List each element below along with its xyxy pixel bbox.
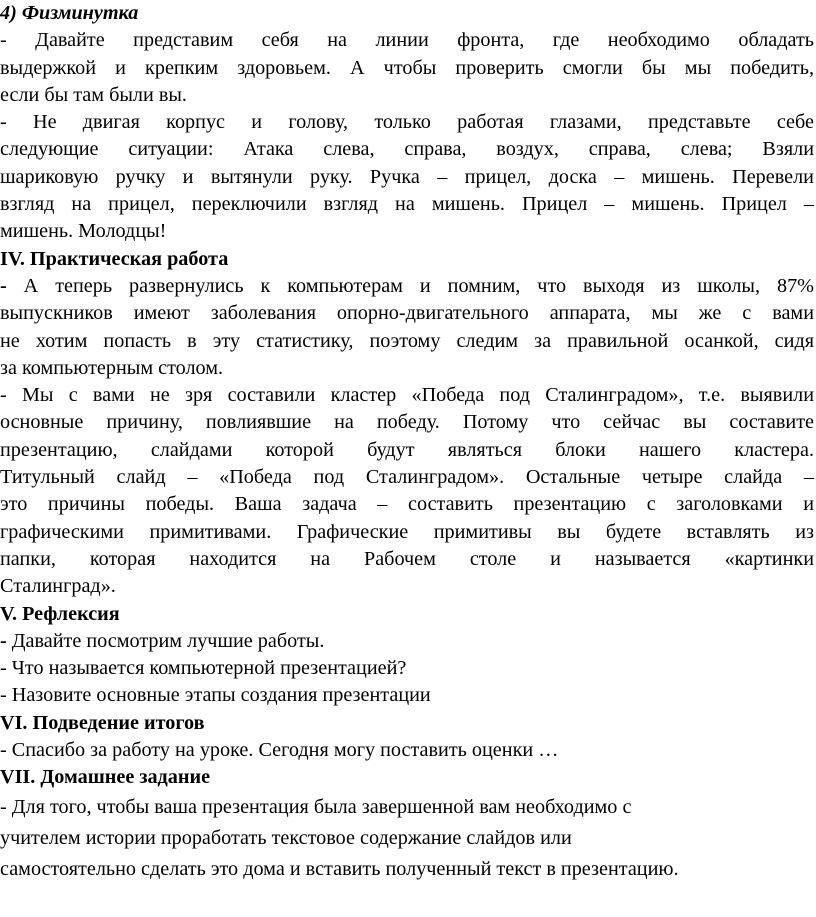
paragraph-line xyxy=(0,628,814,655)
section-title-reflection: V. Рефлексия xyxy=(0,602,120,625)
paragraph-line: папки, которая находится на Рабочем столе и называется «картинки xyxy=(0,547,814,570)
paragraph-line: следующие ситуации: Атака слева, справа, воздух, справа, слева; Взяли xyxy=(0,138,814,161)
paragraph-line: взгляд на прицел, переключили взгляд на мишень. Прицел – мишень. Прицел – xyxy=(0,193,814,216)
paragraph-text: А теперь развернулись к компьютерам и помним, что выходя из школы, 87% xyxy=(6,274,814,297)
section-title-summary: VI. Подведение итогов xyxy=(0,711,205,734)
paragraph-line: презентацию, слайдами которой будут являться блоки нашего кластера. xyxy=(0,438,814,461)
paragraph-line: мишень. Молодцы! xyxy=(0,220,167,243)
paragraph-line: самостоятельно сделать это дома и вставить полученный текст в презентацию. xyxy=(0,857,679,880)
paragraph-line: за компьютерным столом. xyxy=(0,356,224,379)
paragraph-line: - Мы с вами не зря составили кластер «Победа под Сталинградом», т.е. выявили xyxy=(0,384,814,407)
dash-marker: - xyxy=(0,629,7,652)
paragraph-line: выдержкой и крепким здоровьем. А чтобы проверить смогли бы мы победить, xyxy=(0,56,814,79)
section-title-homework: VII. Домашнее задание xyxy=(0,766,211,789)
paragraph-line: не хотим попасть в эту статистику, поэтому следим за правильной осанкой, сидя xyxy=(0,329,814,352)
paragraph-line: это причины победы. Ваша задача – составить презентацию с заголовками и xyxy=(0,493,814,516)
paragraph-line: если бы там были вы. xyxy=(0,83,187,106)
dash-marker: - xyxy=(0,274,7,297)
paragraph-line xyxy=(0,273,814,300)
paragraph-line: выпускников имеют заболевания опорно-двигательного аппарата, мы же с вами xyxy=(0,302,814,325)
paragraph-line: шариковую ручку и вытянули руку. Ручка – прицел, доска – мишень. Перевели xyxy=(0,165,814,188)
paragraph-line: учителем истории проработать текстовое содержание слайдов или xyxy=(0,826,572,849)
paragraph-line: - Спасибо за работу на уроке. Сегодня могу поставить оценки … xyxy=(0,739,559,762)
paragraph-line: - Назовите основные этапы создания презентации xyxy=(0,684,431,707)
paragraph-line: Титульный слайд – «Победа под Сталинградом». Остальные четыре слайда – xyxy=(0,466,814,489)
paragraph-line: графическими примитивами. Графические примитивы вы будете вставлять из xyxy=(0,520,814,543)
section-title-practice: IV. Практическая работа xyxy=(0,247,229,270)
paragraph-line: - Что называется компьютерной презентацией? xyxy=(0,657,407,680)
paragraph-text: Давайте посмотрим лучшие работы. xyxy=(6,629,325,652)
paragraph-line: - Не двигая корпус и голову, только работая глазами, представьте себе xyxy=(0,111,814,134)
paragraph-line: - Давайте представим себя на линии фронта, где необходимо обладать xyxy=(0,29,814,52)
paragraph-line: - Для того, чтобы ваша презентация была завершенной вам необходимо с xyxy=(0,795,632,818)
section-title-fizminutka: 4) Физминутка xyxy=(0,2,139,24)
paragraph-line: основные причину, повлиявшие на победу. Потому что сейчас вы составите xyxy=(0,411,814,434)
paragraph-line: Сталинград». xyxy=(0,575,116,598)
